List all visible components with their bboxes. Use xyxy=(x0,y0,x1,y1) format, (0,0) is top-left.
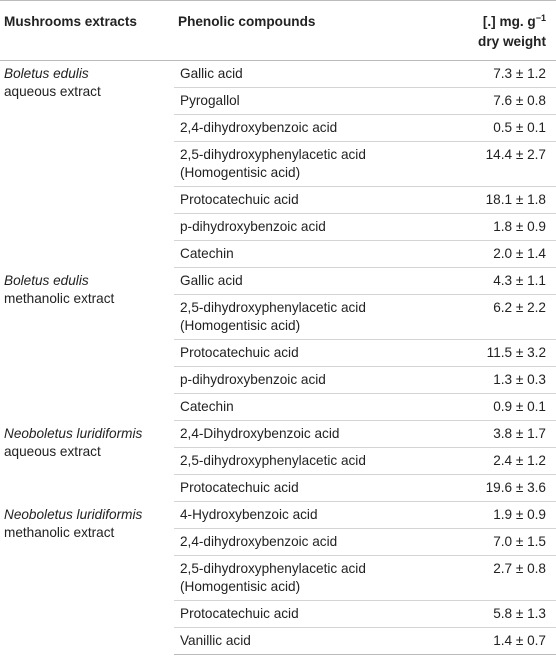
header-value-prefix: [.] mg. g xyxy=(482,14,536,29)
compound-cell: Protocatechuic acid xyxy=(174,340,445,367)
compound-cell: Gallic acid xyxy=(174,61,445,88)
species-name: Boletus edulis xyxy=(4,272,89,288)
value-cell: 7.3 ± 1.2 xyxy=(445,61,556,88)
extract-type: aqueous extract xyxy=(4,443,101,459)
table-body xyxy=(0,61,556,655)
value-cell: 14.4 ± 2.7 xyxy=(445,142,556,187)
value-cell: 0.9 ± 0.1 xyxy=(445,394,556,421)
compound-cell: 4-Hydroxybenzoic acid xyxy=(174,502,445,529)
extract-cell xyxy=(0,502,174,655)
value-cell: 6.2 ± 2.2 xyxy=(445,295,556,340)
compound-cell: 2,5-dihydroxyphenylacetic acid (Homogentisic acid) xyxy=(174,142,445,187)
extract-cell xyxy=(0,421,174,502)
value-cell: 18.1 ± 1.8 xyxy=(445,187,556,214)
compound-cell: 2,5-dihydroxyphenylacetic acid (Homogentisic acid) xyxy=(174,295,445,340)
species-name: Neoboletus luridiformis xyxy=(4,425,143,441)
compound-cell: p-dihydroxybenzoic acid xyxy=(174,367,445,394)
value-cell: 2.7 ± 0.8 xyxy=(445,556,556,601)
header-value xyxy=(445,1,556,61)
compound-cell: Protocatechuic acid xyxy=(174,475,445,502)
header-extract: Mushrooms extracts xyxy=(0,1,174,61)
header-row xyxy=(0,1,556,61)
header-value-sup: −1 xyxy=(535,13,546,23)
table-row xyxy=(0,61,556,88)
value-cell: 1.8 ± 0.9 xyxy=(445,214,556,241)
compound-cell: 2,4-dihydroxybenzoic acid xyxy=(174,115,445,142)
compound-cell: Gallic acid xyxy=(174,268,445,295)
compound-cell: 2,4-Dihydroxybenzoic acid xyxy=(174,421,445,448)
extract-type: aqueous extract xyxy=(4,84,101,99)
species-name: Neoboletus luridiformis xyxy=(4,506,143,522)
compound-cell: Protocatechuic acid xyxy=(174,601,445,628)
table-row xyxy=(0,421,556,448)
compound-cell: Protocatechuic acid xyxy=(174,187,445,214)
extract-cell xyxy=(0,61,174,268)
value-cell: 7.6 ± 0.8 xyxy=(445,88,556,115)
compound-cell: 2,5-dihydroxyphenylacetic acid (Homogentisic acid) xyxy=(174,556,445,601)
extract-type: methanolic extract xyxy=(4,290,115,306)
value-cell: 0.5 ± 0.1 xyxy=(445,115,556,142)
compound-cell: p-dihydroxybenzoic acid xyxy=(174,214,445,241)
species-name: Boletus edulis xyxy=(4,66,89,81)
compound-cell: Catechin xyxy=(174,394,445,421)
value-cell: 5.8 ± 1.3 xyxy=(445,601,556,628)
compound-cell: Vanillic acid xyxy=(174,628,445,655)
value-cell: 3.8 ± 1.7 xyxy=(445,421,556,448)
header-value-suffix: dry weight xyxy=(478,34,546,49)
value-cell: 11.5 ± 3.2 xyxy=(445,340,556,367)
compound-cell: 2,5-dihydroxyphenylacetic acid xyxy=(174,448,445,475)
value-cell: 1.4 ± 0.7 xyxy=(445,628,556,655)
extract-type: methanolic extract xyxy=(4,524,115,540)
compound-cell: Catechin xyxy=(174,241,445,268)
header-compound: Phenolic compounds xyxy=(174,1,445,61)
table-row xyxy=(0,268,556,295)
value-cell: 7.0 ± 1.5 xyxy=(445,529,556,556)
value-cell: 1.3 ± 0.3 xyxy=(445,367,556,394)
table-row xyxy=(0,502,556,529)
extract-cell xyxy=(0,268,174,421)
compound-cell: Pyrogallol xyxy=(174,88,445,115)
value-cell: 2.0 ± 1.4 xyxy=(445,241,556,268)
value-cell: 2.4 ± 1.2 xyxy=(445,448,556,475)
compound-cell: 2,4-dihydroxybenzoic acid xyxy=(174,529,445,556)
value-cell: 19.6 ± 3.6 xyxy=(445,475,556,502)
value-cell: 1.9 ± 0.9 xyxy=(445,502,556,529)
value-cell: 4.3 ± 1.1 xyxy=(445,268,556,295)
